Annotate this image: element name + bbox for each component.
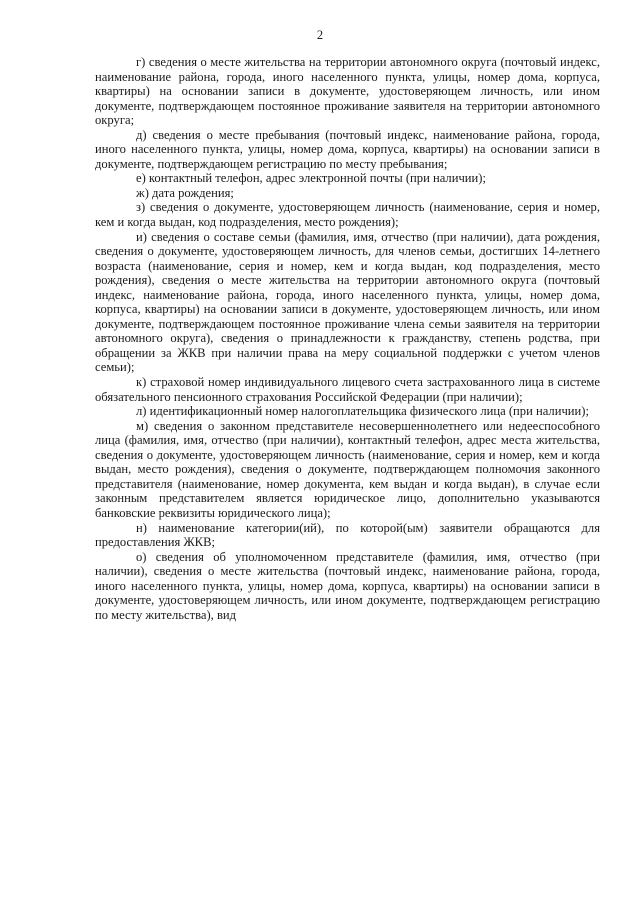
paragraph-o: о) сведения об уполномоченном представителе (фамилия, имя, отчество (при наличии), сведения о месте жительства (почтовый индекс, наименование района, города, иного населенного пункта, улицы, номер дома, корпуса, квартиры) на основании записи в документе, удостоверяющем личность, или ином документе, подтверждающем регистрацию по месту жительства), вид (95, 549, 600, 622)
paragraph-n: н) наименование категории(ий), по которой(ым) заявители обращаются для предоставления ЖКВ; (95, 520, 600, 550)
paragraph-k: к) страховой номер индивидуального лицевого счета застрахованного лица в системе обязательного пенсионного страхования Российской Федерации (при наличии); (95, 375, 600, 404)
document-body (95, 55, 600, 622)
paragraph-g: г) сведения о месте жительства на территории автономного округа (почтовый индекс, наименование района, города, иного населенного пункта, улицы, номер дома, корпуса, квартиры) на основании записи в документе, удостоверяющем личность, или ином документе, подтверждающем постоянное проживание заявителя на территории автономного округа; (95, 55, 600, 128)
paragraph-z: з) сведения о документе, удостоверяющем личность (наименование, серия и номер, кем и когда выдан, код подразделения, место рождения); (95, 200, 600, 230)
paragraph-i: и) сведения о составе семьи (фамилия, имя, отчество (при наличии), дата рождения, сведения о документе, удостоверяющем личность, для членов семьи, достигших 14-летнего возраста (наименование, серия и номер, кем и когда выдан, код подразделения, место рождения), сведения о месте жительства на территории автономного округа (почтовый индекс, наименование района, города, иного населенного пункта, улицы, номер дома, корпуса, квартиры) на основании записи в документе, удостоверяющем личность, или ином документе, подтверждающем постоянное проживание члена семьи заявителя на территории автономного округа), сведения о принадлежности к гражданству, степень родства, при обращении за ЖКВ при наличии права на меру социальной поддержки с учетом членов семьи); (95, 229, 600, 375)
page-number: 2 (316, 28, 324, 42)
paragraph-e: е) контактный телефон, адрес электронной почты (при наличии); (136, 171, 486, 186)
paragraph-zh: ж) дата рождения; (136, 185, 234, 200)
paragraph-m: м) сведения о законном представителе несовершеннолетнего или недееспособного лица (фамилия, имя, отчество (при наличии), контактный телефон, адрес места жительства, сведения о документе, удостоверяющем личность (наименование, серия и номер, кем и когда выдан, место рождения), сведения о документе, подтверждающем полномочия законного представителя (наименование, номер документа, кем выдан и когда выдан), в случае если законным представителем является юридическое лицо, дополнительно указываются банковские реквизиты юридического лица); (95, 418, 600, 520)
paragraph-d: д) сведения о месте пребывания (почтовый индекс, наименование района, города, иного населенного пункта, улицы, номер дома, корпуса, квартиры) на основании записи в документе, подтверждающем регистрацию по месту пребывания; (95, 127, 600, 171)
paragraph-l: л) идентификационный номер налогоплательщика физического лица (при наличии); (136, 404, 589, 419)
